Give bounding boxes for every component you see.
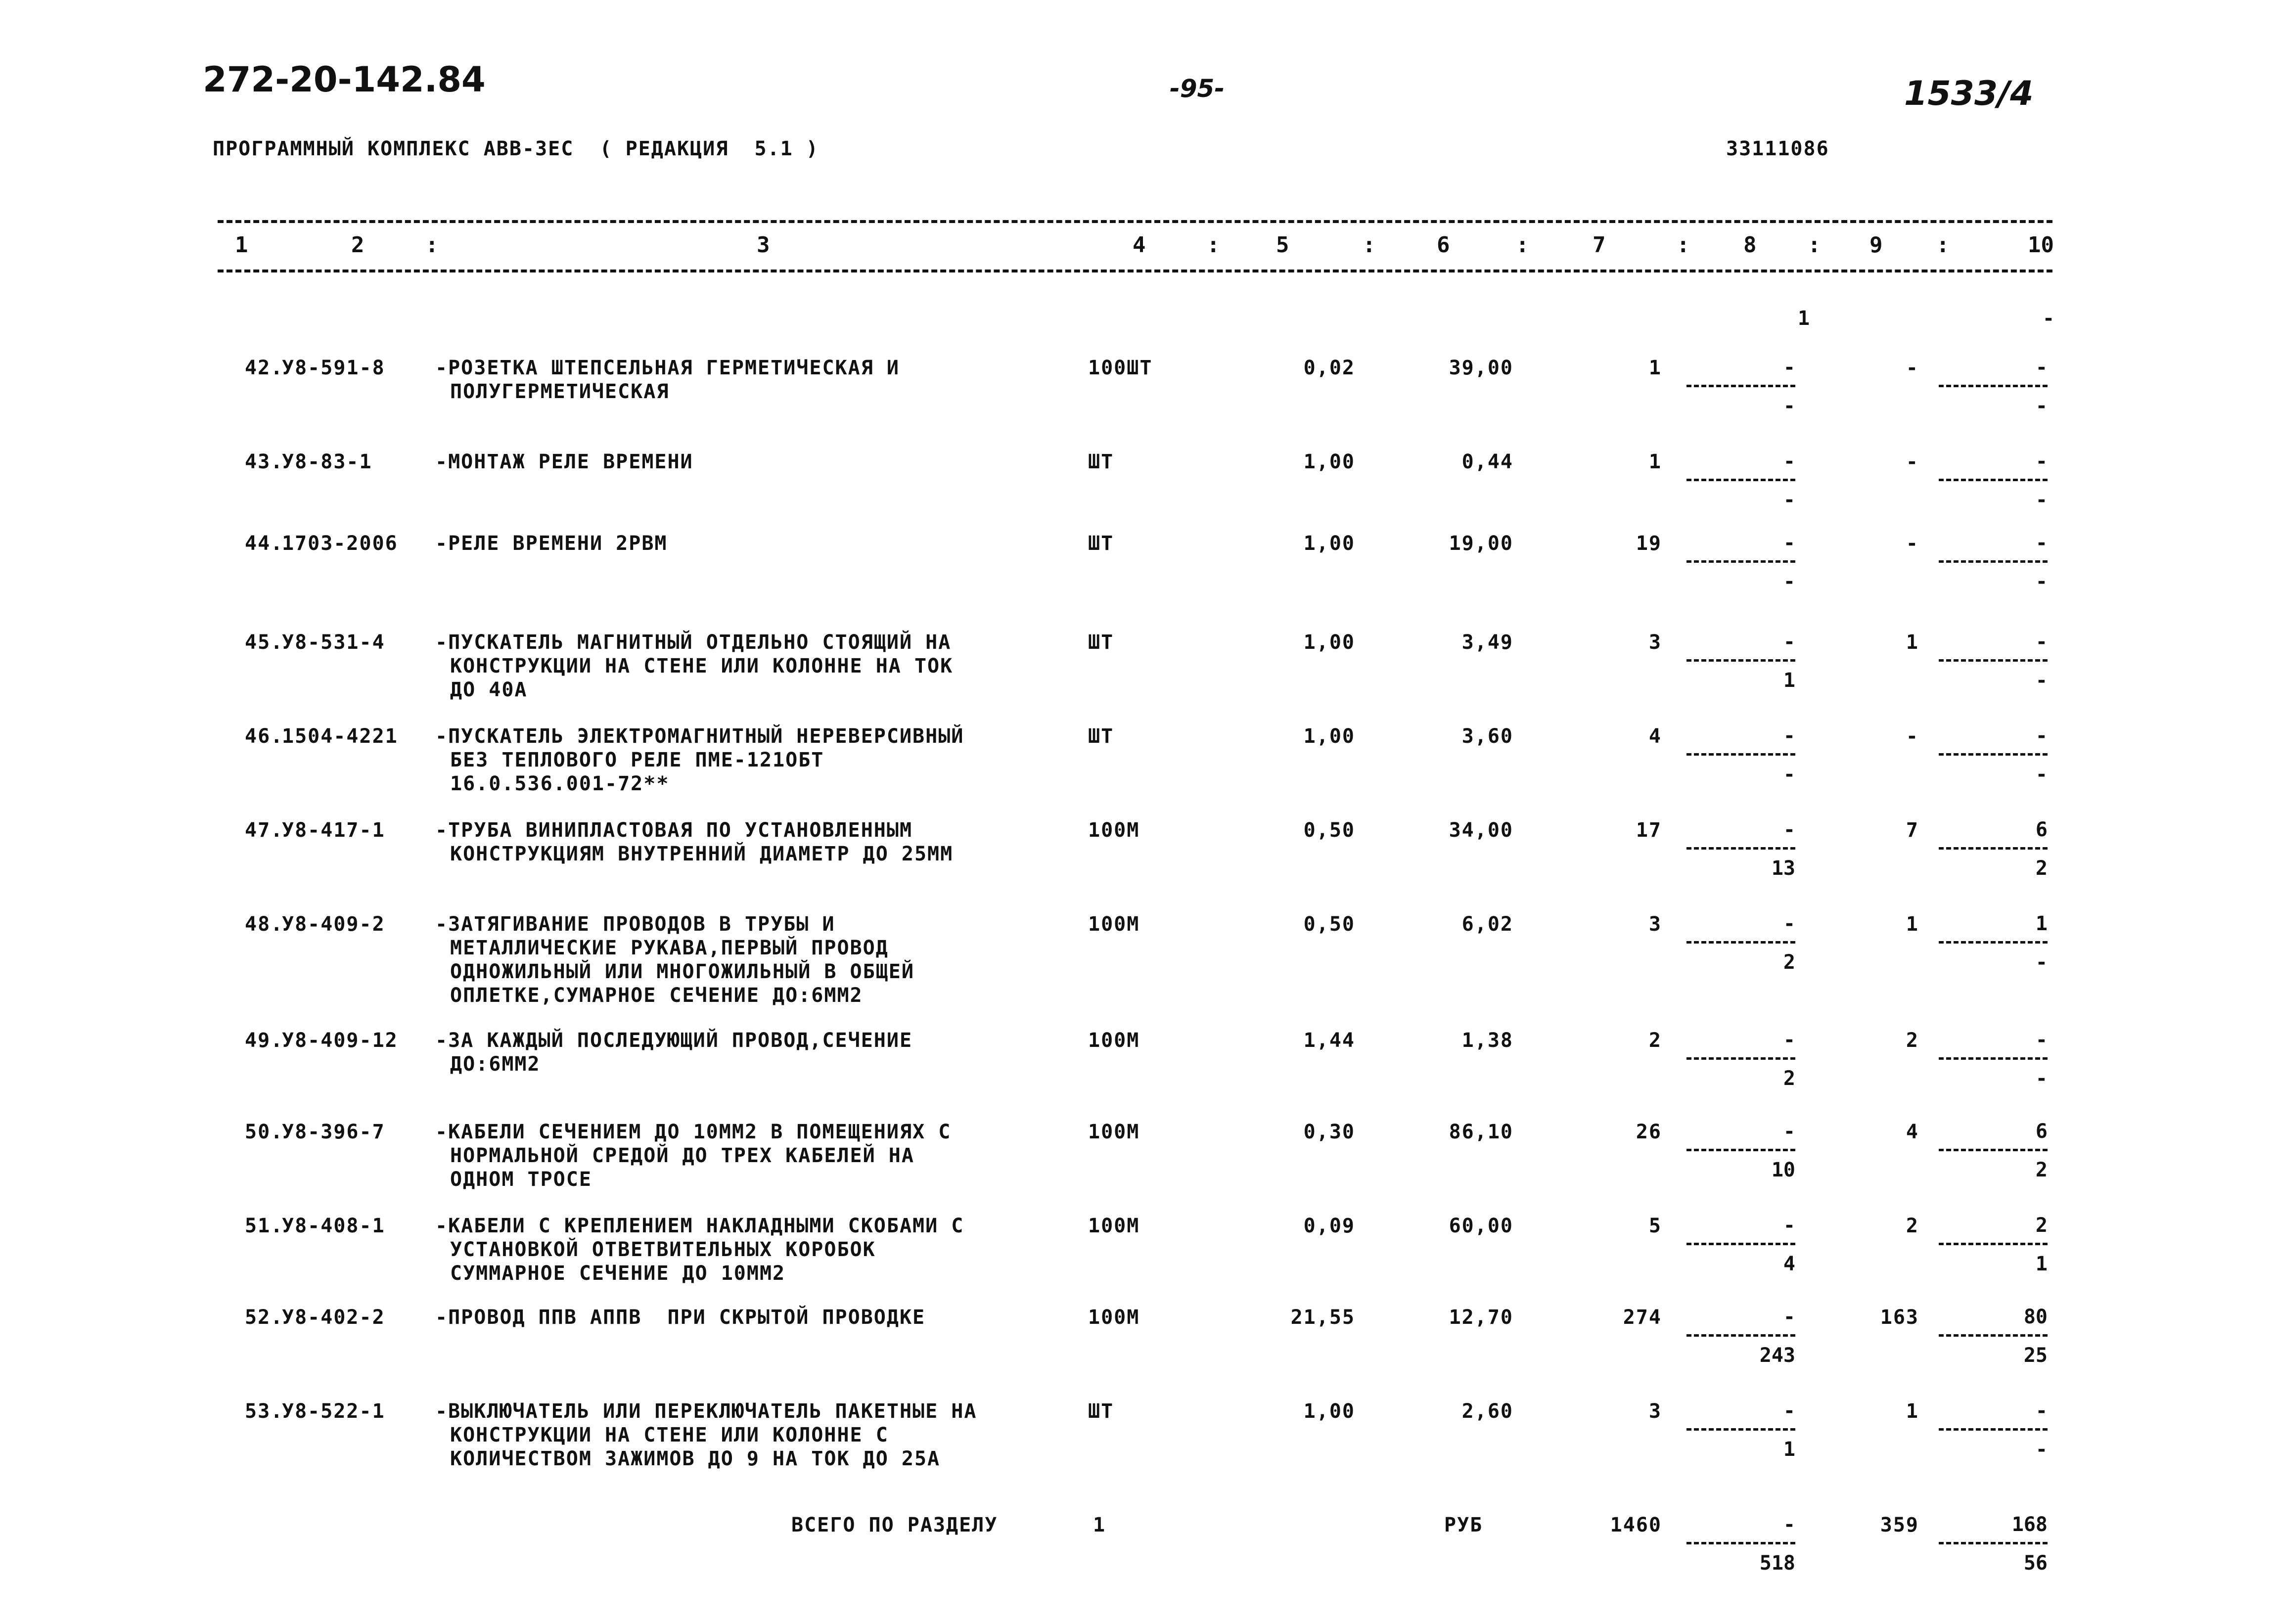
description-line: УСТАНОВКОЙ ОТВЕТВИТЕЛЬНЫХ КОРОБОК xyxy=(450,1238,876,1261)
column-separator: : xyxy=(425,232,439,258)
unit: ШТ xyxy=(1088,631,1114,654)
description-line: -МОНТАЖ РЕЛЕ ВРЕМЕНИ xyxy=(435,451,693,473)
cost-col8-numerator: - xyxy=(1783,1120,1795,1143)
description-line: -КАБЕЛИ С КРЕПЛЕНИЕМ НАКЛАДНЫМИ СКОБАМИ С xyxy=(435,1215,964,1237)
unit: 100М xyxy=(1088,819,1140,842)
column-header-6: 6 xyxy=(1437,232,1450,258)
rate-code: 1504-4221 xyxy=(282,725,398,748)
cost-col8-numerator: - xyxy=(1783,1214,1795,1237)
row-number: 48. xyxy=(245,913,284,936)
quantity: 0,09 xyxy=(1303,1215,1355,1237)
cost-col9: - xyxy=(1906,532,1919,555)
cost-col8-divider xyxy=(1686,479,1795,481)
description-line: -ВЫКЛЮЧАТЕЛЬ ИЛИ ПЕРЕКЛЮЧАТЕЛЬ ПАКЕТНЫЕ НА xyxy=(435,1400,977,1423)
description-line: ДО:6ММ2 xyxy=(450,1053,541,1076)
cost-col10-numerator: - xyxy=(2035,1029,2048,1051)
cost-total: 2 xyxy=(1648,1029,1662,1052)
description-line: ОДНОЖИЛЬНЫЙ ИЛИ МНОГОЖИЛЬНЫЙ В ОБЩЕЙ xyxy=(450,960,914,983)
cost-col9: - xyxy=(1906,725,1919,748)
cost-col10-denominator: - xyxy=(2035,669,2048,692)
cost-col8-divider xyxy=(1686,753,1795,756)
unit-price: 19,00 xyxy=(1449,532,1513,555)
row-number: 50. xyxy=(245,1121,284,1143)
cost-col8-numerator: - xyxy=(1783,912,1795,935)
description-line: КОНСТРУКЦИИ НА СТЕНЕ ИЛИ КОЛОННЕ С xyxy=(450,1424,889,1446)
column-separator: : xyxy=(1808,232,1821,258)
work-description xyxy=(435,1214,964,1285)
description-line: -РОЗЕТКА ШТЕПСЕЛЬНАЯ ГЕРМЕТИЧЕСКАЯ И xyxy=(435,357,900,379)
cost-col8-divider xyxy=(1686,941,1795,944)
unit: 100М xyxy=(1088,1029,1140,1052)
description-line: ОДНОМ ТРОСЕ xyxy=(450,1168,592,1191)
cost-col8-denominator: - xyxy=(1783,763,1795,786)
rate-code: У8-402-2 xyxy=(282,1306,385,1329)
unit: ШТ xyxy=(1088,725,1114,748)
description-line: ПОЛУГЕРМЕТИЧЕСКАЯ xyxy=(450,380,670,403)
description-line: -ЗАТЯГИВАНИЕ ПРОВОДОВ В ТРУБЫ И xyxy=(435,913,835,936)
description-line: БЕЗ ТЕПЛОВОГО РЕЛЕ ПМЕ-121ОБТ xyxy=(450,749,824,771)
cost-col10-denominator: 2 xyxy=(2035,857,2048,880)
total-col10-denominator: 56 xyxy=(2023,1552,2048,1575)
quantity: 1,44 xyxy=(1303,1029,1355,1052)
cost-total: 3 xyxy=(1648,913,1662,936)
header-bottom-rule xyxy=(218,270,2052,272)
rate-code: У8-522-1 xyxy=(282,1400,385,1423)
total-col10-divider xyxy=(1939,1542,2048,1544)
cost-total: 17 xyxy=(1636,819,1662,842)
cost-col9: 4 xyxy=(1906,1121,1919,1143)
description-line: -ЗА КАЖДЫЙ ПОСЛЕДУЮЩИЙ ПРОВОД,СЕЧЕНИЕ xyxy=(435,1029,913,1052)
cost-col9: - xyxy=(1906,357,1919,379)
cost-col9: 1 xyxy=(1906,913,1919,936)
cost-col10-denominator: - xyxy=(2035,395,2048,417)
cost-total: 274 xyxy=(1623,1306,1662,1329)
unit-price: 86,10 xyxy=(1449,1121,1513,1143)
description-line: НОРМАЛЬНОЙ СРЕДОЙ ДО ТРЕХ КАБЕЛЕЙ НА xyxy=(450,1144,914,1167)
quantity: 1,00 xyxy=(1303,725,1355,748)
unit-price: 2,60 xyxy=(1461,1400,1513,1423)
description-line: ОПЛЕТКЕ,СУМАРНОЕ СЕЧЕНИЕ ДО:6ММ2 xyxy=(450,984,863,1007)
sheet-id: 1533/4 xyxy=(1904,74,2034,113)
unit-price: 3,49 xyxy=(1461,631,1513,654)
row-number: 44. xyxy=(245,532,284,555)
row-number: 43. xyxy=(245,451,284,473)
cost-total: 19 xyxy=(1636,532,1662,555)
section-number: 1 xyxy=(1093,1514,1106,1536)
row-number: 46. xyxy=(245,725,284,748)
row-number: 51. xyxy=(245,1215,284,1237)
row-number: 42. xyxy=(245,357,284,379)
cost-col8-divider xyxy=(1686,560,1795,563)
row-number: 45. xyxy=(245,631,284,654)
cost-col9: 1 xyxy=(1906,631,1919,654)
carry-col10: - xyxy=(2043,307,2056,330)
description-line: -ТРУБА ВИНИПЛАСТОВАЯ ПО УСТАНОВЛЕННЫМ xyxy=(435,819,913,842)
unit-price: 60,00 xyxy=(1449,1215,1513,1237)
row-number: 52. xyxy=(245,1306,284,1329)
quantity: 21,55 xyxy=(1290,1306,1355,1329)
cost-col10-denominator: - xyxy=(2035,763,2048,786)
work-description xyxy=(435,356,900,404)
cost-col9: 7 xyxy=(1906,819,1919,842)
work-description xyxy=(435,532,667,555)
rate-code: У8-83-1 xyxy=(282,451,372,473)
cost-col8-divider xyxy=(1686,1057,1795,1060)
column-header-1: 1 xyxy=(235,232,248,258)
rate-code: У8-409-12 xyxy=(282,1029,398,1052)
cost-col8-divider xyxy=(1686,659,1795,662)
rate-code: У8-591-8 xyxy=(282,357,385,379)
cost-col8-divider xyxy=(1686,1243,1795,1245)
rate-code: 1703-2006 xyxy=(282,532,398,555)
cost-col10-divider xyxy=(1939,1149,2048,1151)
description-line: -ПУСКАТЕЛЬ ЭЛЕКТРОМАГНИТНЫЙ НЕРЕВЕРСИВНЫЙ xyxy=(435,725,964,748)
column-header-9: 9 xyxy=(1869,232,1883,258)
cost-col10-denominator: 2 xyxy=(2035,1159,2048,1181)
description-line: КОЛИЧЕСТВОМ ЗАЖИМОВ ДО 9 НА ТОК ДО 25А xyxy=(450,1447,941,1470)
unit: ШТ xyxy=(1088,532,1114,555)
unit: 100ШТ xyxy=(1088,357,1153,379)
currency-unit: РУБ xyxy=(1444,1514,1483,1536)
column-separator: : xyxy=(1363,232,1376,258)
description-line: КОНСТРУКЦИИ НА СТЕНЕ ИЛИ КОЛОННЕ НА ТОК xyxy=(450,655,954,677)
unit: ШТ xyxy=(1088,451,1114,473)
cost-col10-numerator: - xyxy=(2035,450,2048,473)
work-description xyxy=(435,1029,912,1076)
cost-col10-divider xyxy=(1939,479,2048,481)
cost-col10-numerator: 6 xyxy=(2035,1120,2048,1143)
cost-col10-denominator: - xyxy=(2035,1438,2048,1461)
cost-col10-divider xyxy=(1939,385,2048,387)
column-separator: : xyxy=(1677,232,1690,258)
page-number: -95- xyxy=(1170,74,1225,103)
quantity: 0,50 xyxy=(1303,913,1355,936)
description-line: МЕТАЛЛИЧЕСКИЕ РУКАВА,ПЕРВЫЙ ПРОВОД xyxy=(450,937,889,959)
cost-col10-divider xyxy=(1939,847,2048,850)
unit: 100М xyxy=(1088,1215,1140,1237)
cost-total: 1 xyxy=(1648,451,1662,473)
cost-col10-numerator: 1 xyxy=(2035,912,2048,935)
cost-total: 3 xyxy=(1648,1400,1662,1423)
work-description xyxy=(435,912,914,1007)
total-col8-denominator: 518 xyxy=(1759,1552,1795,1575)
cost-col8-denominator: - xyxy=(1783,395,1795,417)
column-header-4: 4 xyxy=(1133,232,1146,258)
quantity: 0,02 xyxy=(1303,357,1355,379)
cost-total: 1 xyxy=(1648,357,1662,379)
cost-col10-divider xyxy=(1939,941,2048,944)
unit-price: 3,60 xyxy=(1461,725,1513,748)
cost-col8-divider xyxy=(1686,847,1795,850)
unit-price: 6,02 xyxy=(1461,913,1513,936)
cost-col9: 2 xyxy=(1906,1215,1919,1237)
program-line: ПРОГРАММНЫЙ КОМПЛЕКС АВВ-ЗЕС ( РЕДАКЦИЯ 5.1 ) xyxy=(213,137,819,160)
description-line: -ПУСКАТЕЛЬ МАГНИТНЫЙ ОТДЕЛЬНО СТОЯЩИЙ НА xyxy=(435,631,952,654)
cost-col8-denominator: - xyxy=(1783,489,1795,511)
column-header-8: 8 xyxy=(1743,232,1757,258)
cost-col8-divider xyxy=(1686,1428,1795,1431)
description-line: СУММАРНОЕ СЕЧЕНИЕ ДО 10ММ2 xyxy=(450,1262,786,1285)
work-description xyxy=(435,450,693,474)
unit: ШТ xyxy=(1088,1400,1114,1423)
cost-col10-numerator: - xyxy=(2035,356,2048,379)
cost-col9: 2 xyxy=(1906,1029,1919,1052)
cost-total: 5 xyxy=(1648,1215,1662,1237)
cost-col10-divider xyxy=(1939,1243,2048,1245)
cost-col8-numerator: - xyxy=(1783,1029,1795,1051)
row-number: 49. xyxy=(245,1029,284,1052)
cost-col8-denominator: 2 xyxy=(1783,1067,1795,1090)
description-line: 16.0.536.001-72** xyxy=(450,772,670,795)
program-code: 33111086 xyxy=(1726,137,1829,160)
cost-col9: 163 xyxy=(1880,1306,1919,1329)
column-header-5: 5 xyxy=(1276,232,1289,258)
cost-col8-denominator: 243 xyxy=(1759,1344,1795,1367)
quantity: 0,30 xyxy=(1303,1121,1355,1143)
unit: 100М xyxy=(1088,1121,1140,1143)
description-line: ДО 40А xyxy=(450,678,528,701)
row-number: 53. xyxy=(245,1400,284,1423)
total-col10-numerator: 168 xyxy=(2011,1513,2048,1536)
cost-col8-numerator: - xyxy=(1783,1399,1795,1422)
cost-col10-denominator: 25 xyxy=(2023,1344,2048,1367)
unit-price: 0,44 xyxy=(1461,451,1513,473)
unit-price: 34,00 xyxy=(1449,819,1513,842)
cost-col9: 1 xyxy=(1906,1400,1919,1423)
cost-col8-denominator: 10 xyxy=(1771,1159,1795,1181)
column-header-3: 3 xyxy=(757,232,770,258)
cost-col10-divider xyxy=(1939,1057,2048,1060)
quantity: 1,00 xyxy=(1303,631,1355,654)
work-description xyxy=(435,818,953,866)
cost-col10-divider xyxy=(1939,1428,2048,1431)
cost-total: 3 xyxy=(1648,631,1662,654)
description-line: -ПРОВОД ППВ АППВ ПРИ СКРЫТОЙ ПРОВОДКЕ xyxy=(435,1306,926,1329)
cost-col10-numerator: - xyxy=(2035,532,2048,554)
total-col8-divider xyxy=(1686,1542,1795,1544)
cost-col8-divider xyxy=(1686,1149,1795,1151)
cost-col10-numerator: - xyxy=(2035,631,2048,653)
total-cost: 1460 xyxy=(1610,1514,1662,1536)
rate-code: У8-396-7 xyxy=(282,1121,385,1143)
cost-col8-divider xyxy=(1686,385,1795,387)
cost-col10-numerator: - xyxy=(2035,1399,2048,1422)
rate-code: У8-417-1 xyxy=(282,819,385,842)
cost-col8-denominator: 4 xyxy=(1783,1253,1795,1275)
cost-col10-denominator: - xyxy=(2035,951,2048,974)
column-header-2: 2 xyxy=(351,232,364,258)
work-description xyxy=(435,1120,951,1191)
cost-col8-denominator: 13 xyxy=(1771,857,1795,880)
cost-col8-denominator: - xyxy=(1783,570,1795,593)
unit-price: 1,38 xyxy=(1461,1029,1513,1052)
description-line: -КАБЕЛИ СЕЧЕНИЕМ ДО 10ММ2 В ПОМЕЩЕНИЯХ С xyxy=(435,1121,952,1143)
column-header-10: 10 xyxy=(2028,232,2054,258)
column-separator: : xyxy=(1207,232,1220,258)
cost-total: 26 xyxy=(1636,1121,1662,1143)
column-separator: : xyxy=(1516,232,1529,258)
cost-col10-denominator: 1 xyxy=(2035,1253,2048,1275)
cost-col8-denominator: 1 xyxy=(1783,1438,1795,1461)
cost-col10-divider xyxy=(1939,753,2048,756)
cost-col10-numerator: - xyxy=(2035,724,2048,747)
cost-col10-numerator: 80 xyxy=(2023,1306,2048,1328)
quantity: 0,50 xyxy=(1303,819,1355,842)
cost-col10-numerator: 2 xyxy=(2035,1214,2048,1237)
cost-col8-denominator: 1 xyxy=(1783,669,1795,692)
rate-code: У8-531-4 xyxy=(282,631,385,654)
cost-col8-denominator: 2 xyxy=(1783,951,1795,974)
cost-col10-divider xyxy=(1939,1334,2048,1337)
unit-price: 39,00 xyxy=(1449,357,1513,379)
cost-total: 4 xyxy=(1648,725,1662,748)
work-description xyxy=(435,1306,925,1329)
cost-col8-numerator: - xyxy=(1783,631,1795,653)
row-number: 47. xyxy=(245,819,284,842)
rate-code: У8-409-2 xyxy=(282,913,385,936)
unit: 100М xyxy=(1088,913,1140,936)
cost-col8-numerator: - xyxy=(1783,818,1795,841)
cost-col8-numerator: - xyxy=(1783,356,1795,379)
cost-col8-numerator: - xyxy=(1783,532,1795,554)
total-col9: 359 xyxy=(1880,1514,1919,1536)
cost-col9: - xyxy=(1906,451,1919,473)
total-col8-numerator: - xyxy=(1783,1513,1795,1536)
unit: 100М xyxy=(1088,1306,1140,1329)
description-line: -РЕЛЕ ВРЕМЕНИ 2РВМ xyxy=(435,532,668,555)
carry-col8: 1 xyxy=(1798,307,1811,330)
section-total-label: ВСЕГО ПО РАЗДЕЛУ xyxy=(791,1514,998,1536)
cost-col10-denominator: - xyxy=(2035,489,2048,511)
cost-col8-numerator: - xyxy=(1783,450,1795,473)
column-header-7: 7 xyxy=(1593,232,1606,258)
header-top-rule xyxy=(218,220,2052,223)
description-line: КОНСТРУКЦИЯМ ВНУТРЕННИЙ ДИАМЕТР ДО 25ММ xyxy=(450,843,954,865)
work-description xyxy=(435,631,953,702)
quantity: 1,00 xyxy=(1303,1400,1355,1423)
column-separator: : xyxy=(1936,232,1950,258)
work-description xyxy=(435,1399,977,1471)
cost-col10-divider xyxy=(1939,659,2048,662)
quantity: 1,00 xyxy=(1303,451,1355,473)
rate-code: У8-408-1 xyxy=(282,1215,385,1237)
document-code: 272-20-142.84 xyxy=(203,59,486,100)
work-description xyxy=(435,724,964,796)
cost-col10-denominator: - xyxy=(2035,1067,2048,1090)
cost-col8-numerator: - xyxy=(1783,724,1795,747)
cost-col10-numerator: 6 xyxy=(2035,818,2048,841)
unit-price: 12,70 xyxy=(1449,1306,1513,1329)
cost-col8-numerator: - xyxy=(1783,1306,1795,1328)
cost-col10-denominator: - xyxy=(2035,570,2048,593)
quantity: 1,00 xyxy=(1303,532,1355,555)
cost-col8-divider xyxy=(1686,1334,1795,1337)
cost-col10-divider xyxy=(1939,560,2048,563)
